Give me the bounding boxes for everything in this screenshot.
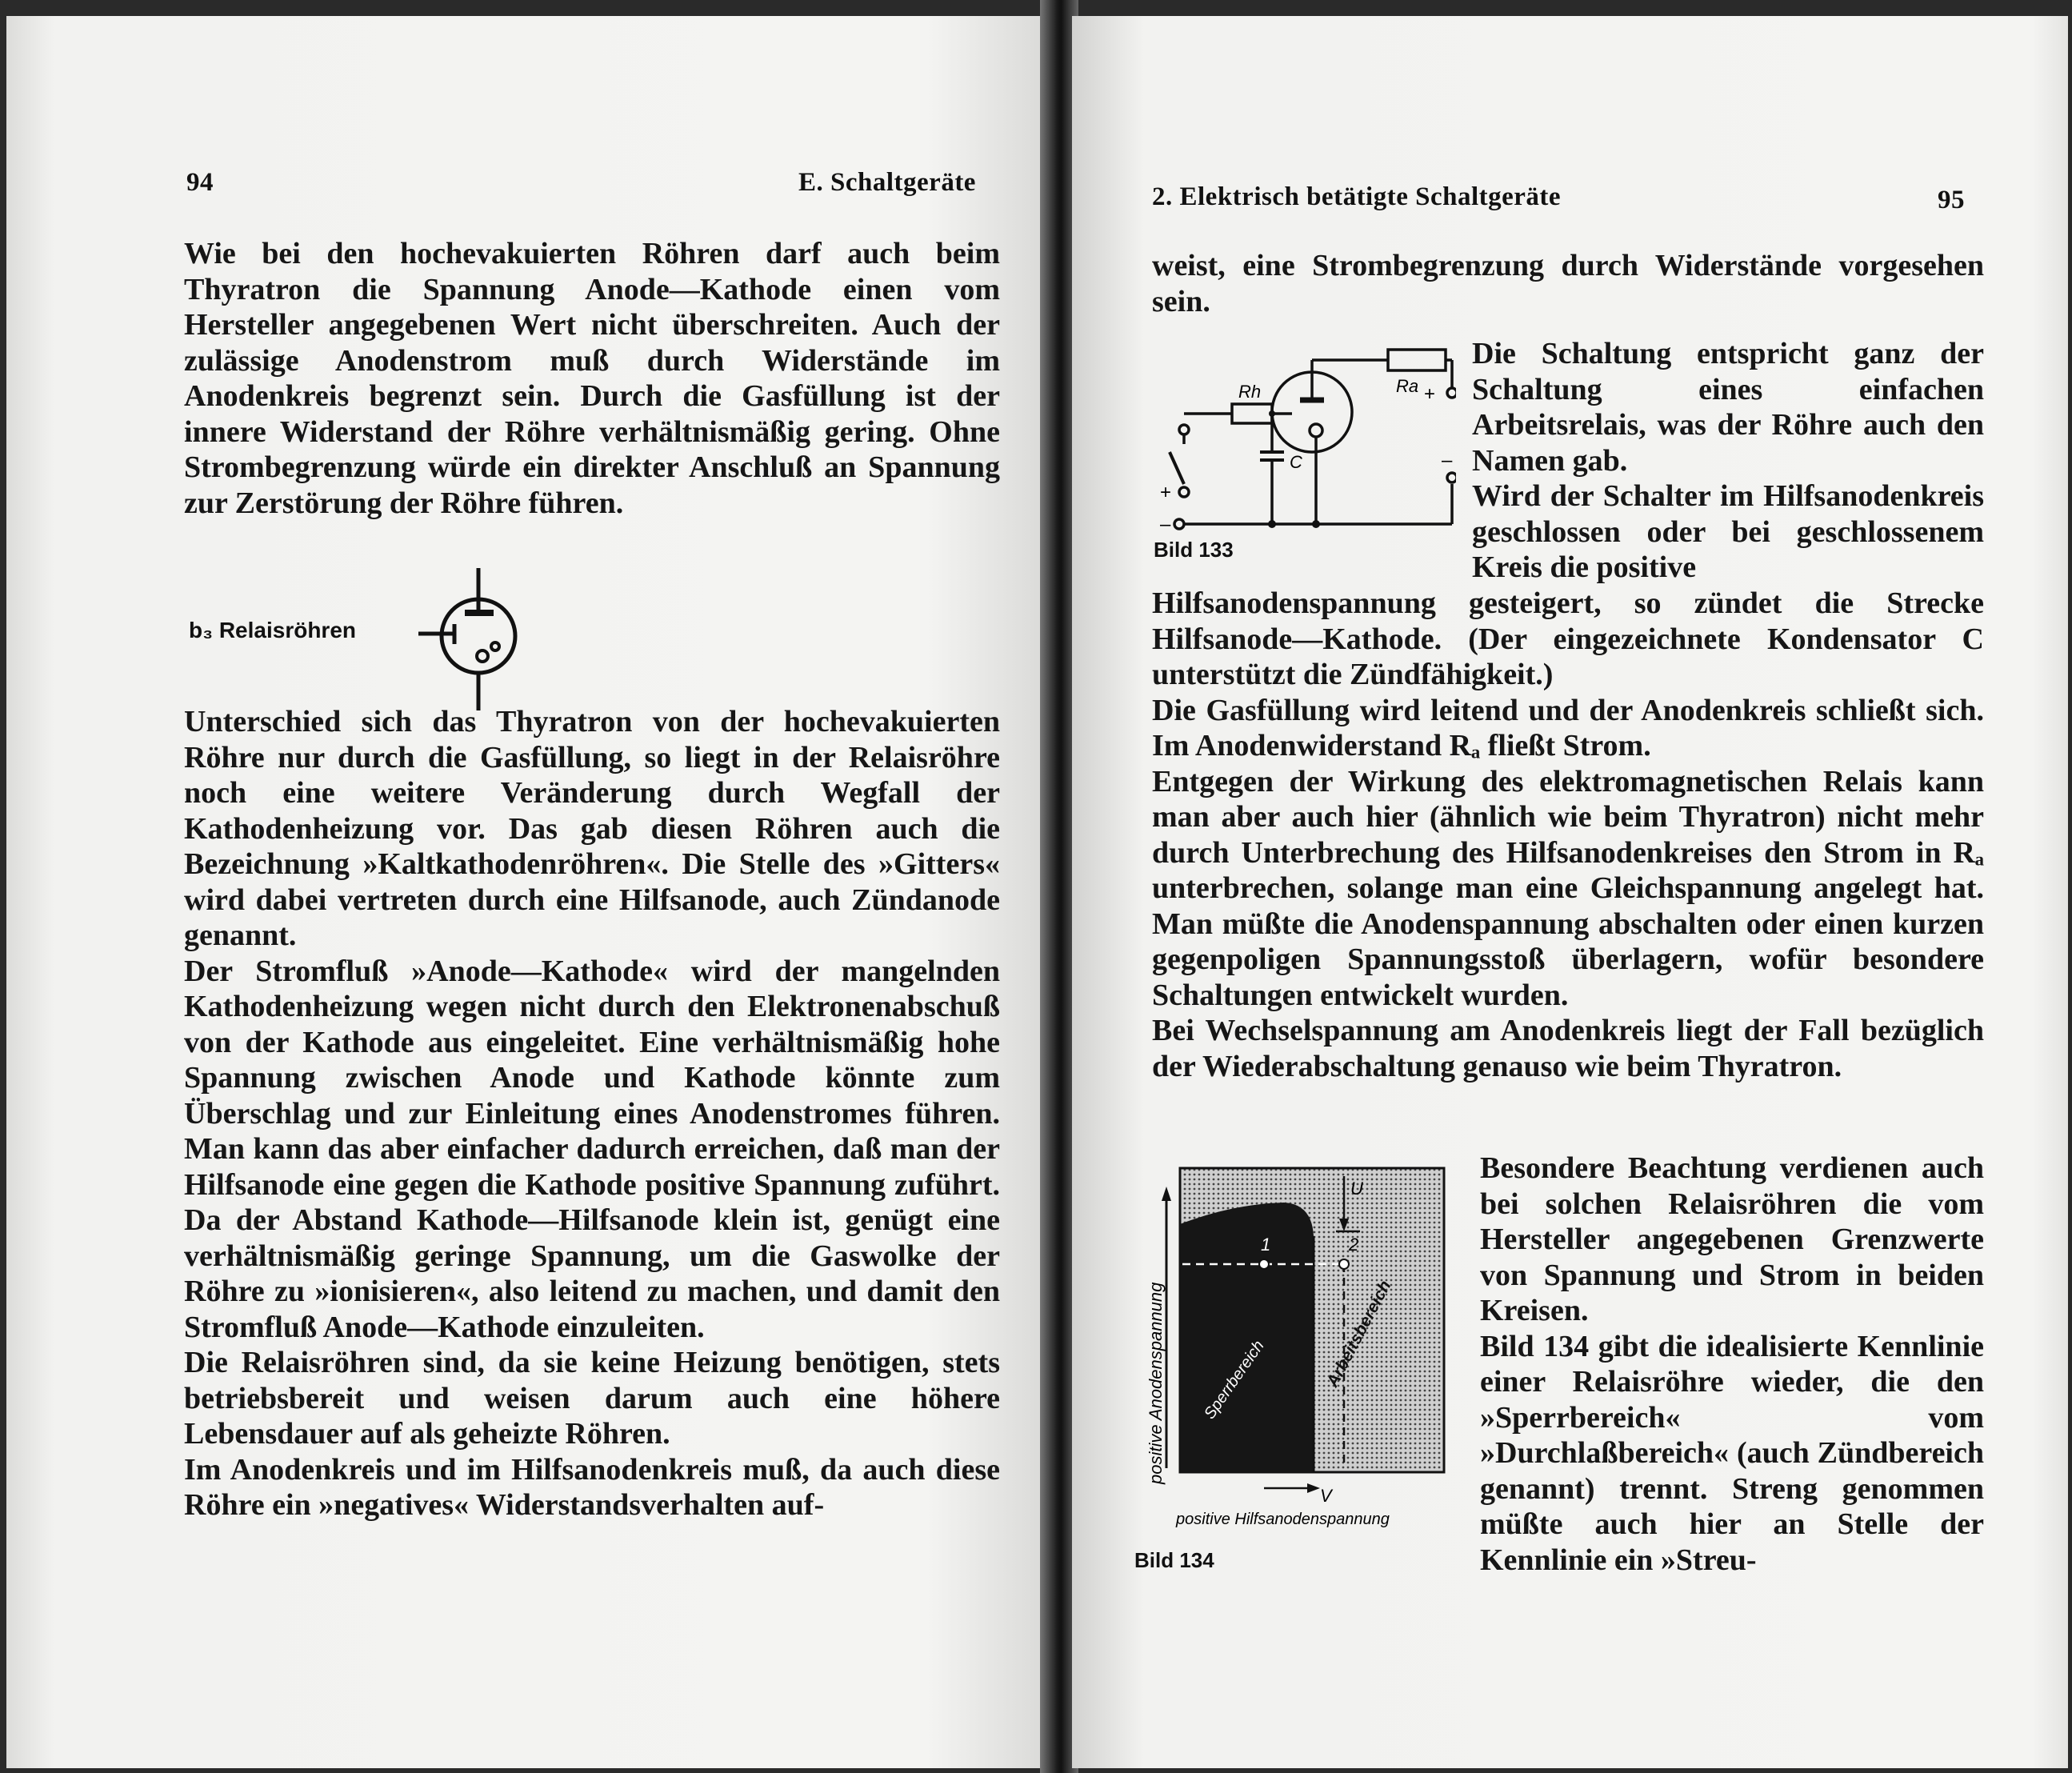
running-head-right: 2. Elektrisch betätigte Schaltgeräte (1152, 182, 1562, 211)
paragraph: Wie bei den hochevakuierten Röhren darf auch beim Thyratron die Spannung Anode—Kathode einen vom Hersteller angegebenen Wert nicht überschreiten. Auch der zulässige Anodenstrom muß durch Widerstände im Anodenkreis begrenzt sein. Durch die Gasfüllung ist der innere Widerstand der Röhre verhältnismäßig gering. Ohne Strombegrenzung würde ein direkter Anschluß an Spannung zur Zerstörung der Röhre führen. (184, 237, 1000, 520)
figure-133-caption: Bild 133 (1154, 538, 1234, 562)
running-head-left: E. Schaltgeräte (798, 168, 976, 197)
region-sperrbereich: Sperrbereich (1201, 1337, 1268, 1423)
left-page (6, 16, 1046, 1768)
y-axis-label: positive Anodenspannung (1146, 1282, 1166, 1484)
right-text-side-1 (1472, 336, 1984, 586)
x-axis-label: positive Hilfsanodenspannung (1176, 1511, 1390, 1528)
paragraph: Entgegen der Wirkung des elektromagnetischen Relais kann man aber auch hier (ähnlich wie beim Thyratron) nicht mehr durch Unterbrechung des Hilfsanodenkreises den Strom in Rₐ unterbrechen, solange man eine Gleichspannung angelegt hat. Man müßte die Anodenspannung abschalten oder einen kurzen gegenpoligen Spannungsstoß überlagern, wofür besondere Schaltungen entwickelt wurden. (1152, 764, 1984, 1012)
region-arbeitsbereich: Arbeitsbereich (1323, 1277, 1395, 1391)
paragraph: Die Relaisröhren sind, da sie keine Heizung benötigen, stets betriebsbereit und weisen darum auch eine höhere Lebensdauer auf als geheizte Röhren. (184, 1346, 1000, 1451)
paragraph: weist, eine Strombegrenzung durch Widerstände vorgesehen sein. (1152, 249, 1984, 318)
paragraph: Die Schaltung entspricht ganz der Schaltung eines einfachen Arbeitsrelais, was der Röhre auch den Namen gab. (1472, 337, 1984, 478)
paragraph: Die Gasfüllung wird leitend und der Anodenkreis schließt sich. Im Anodenwiderstand Rₐ fließt Strom. (1152, 693, 1984, 762)
paragraph: Hilfsanodenspannung gesteigert, so zündet die Strecke Hilfsanode—Kathode. (Der eingezeichnete Kondensator C unterstützt die Zündfähigkeit.) (1152, 586, 1984, 691)
paragraph: Bild 134 gibt die idealisierte Kennlinie einer Relaisröhre wieder, die den »Sperrbereich« vom »Durchlaßbereich« (auch Zündbereich genannt) trennt. Streng genommen müßte auch hier an Stelle der Kennlinie ein »Streu- (1480, 1329, 1984, 1577)
relay-tube-symbol-icon (410, 568, 538, 712)
right-text-top (1152, 248, 1984, 319)
paragraph: Im Anodenkreis und im Hilfsanodenkreis muß, da auch diese Röhre ein »negatives« Widerstandsverhalten auf- (184, 1452, 1000, 1522)
point-1-label: 1 (1261, 1235, 1271, 1255)
paragraph: Der Stromfluß »Anode—Kathode« wird der mangelnden Kathodenheizung wegen nicht durch den Elektronenabschuß von der Kathode aus eingeleitet. Eine verhältnismäßig hohe Spannung zwischen Anode und Kathode könnte zum Überschlag und zur Einleitung eines Anodenstromes führen. Man kann das aber einfacher dadurch erreichen, daß man der Hilfsanode eine gegen die Kathode positive Spannung zuführt. Da der Abstand Kathode—Hilfsanode klein ist, genügt eine verhältnismäßig geringe Spannung, um die Gaswolke der Röhre zu »ionisieren«, also leitend zu machen, und damit den Stromfluß Anode—Kathode einzuleiten. (184, 954, 1000, 1344)
left-text-block-2 (184, 704, 1000, 1523)
page-number-right: 95 (1938, 186, 1965, 214)
label-c: C (1290, 452, 1302, 472)
label-minus-left: – (1160, 514, 1171, 535)
figure-133-circuit (1152, 324, 1456, 540)
point-2-label: 2 (1349, 1235, 1359, 1255)
page-number-left: 94 (186, 168, 214, 197)
label-minus-right: – (1442, 450, 1453, 471)
arrow-v-label: V (1320, 1486, 1332, 1506)
section-heading: b₃ Relaisröhren (189, 618, 357, 642)
label-plus-right: + (1424, 383, 1436, 405)
figure-134-caption: Bild 134 (1134, 1548, 1214, 1572)
label-rh: Rh (1238, 382, 1262, 402)
paragraph: Wird der Schalter im Hilfsanodenkreis geschlossen oder bei geschlossenem Kreis die positive (1472, 479, 1984, 584)
paragraph: Besondere Beachtung verdienen auch bei solchen Relaisröhren die vom Hersteller angegebenen Grenzwerte von Spannung und Strom in beiden Kreisen. (1480, 1151, 1984, 1327)
right-text-side-2 (1480, 1151, 1984, 1578)
label-ra: Ra (1396, 376, 1419, 396)
left-text-block-1 (184, 236, 1000, 521)
paragraph: Bei Wechselspannung am Anodenkreis liegt der Fall bezüglich der Wiederabschaltung genauso wie beim Thyratron. (1152, 1014, 1984, 1083)
figure-134-characteristic (1144, 1148, 1464, 1532)
right-page (1072, 16, 2068, 1768)
paragraph: Unterschied sich das Thyratron von der hochevakuierten Röhre nur durch die Gasfüllung, so liegt in der Relaisröhre noch eine weitere Veränderung durch Wegfall der Kathodenheizung vor. Das gab diesen Röhren auch die Bezeichnung »Kaltkathodenröhren«. Die Stelle des »Gitters« wird dabei vertreten durch eine Hilfsanode, auch Zündanode genannt. (184, 705, 1000, 952)
arrow-u-label: U (1350, 1179, 1363, 1199)
label-plus-left: + (1160, 482, 1172, 503)
right-text-middle (1152, 586, 1984, 1084)
